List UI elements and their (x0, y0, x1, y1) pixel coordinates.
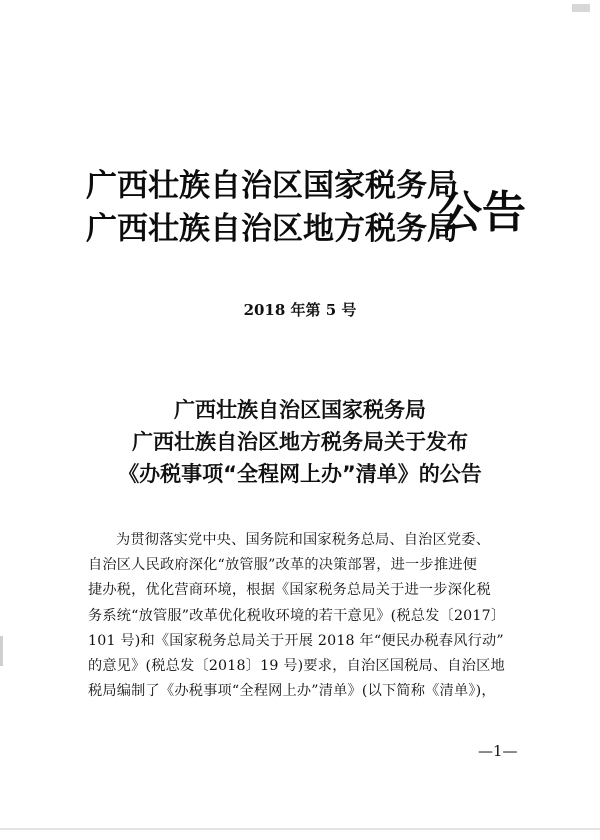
body-line: 税局编制了《办税事项“全程网上办”清单》(以下简称《清单》)， (88, 683, 496, 700)
scan-artifact (0, 636, 3, 666)
page-number: —1— (478, 742, 518, 760)
scan-artifact (572, 4, 590, 12)
body-line: 捷办税，优化营商环境，根据《国家税务总局关于进一步深化税 (88, 582, 491, 599)
scan-artifact (0, 828, 600, 830)
body-line: 自治区人民政府深化“放管服”改革的决策部署，进一步推进便 (88, 557, 477, 574)
body-line: 101 号)和《国家税务总局关于开展 2018 年“便民办税春风行动” (88, 632, 504, 649)
body-line: 的意见》(税总发〔2018〕19 号)要求，自治区国税局、自治区地 (88, 657, 505, 674)
announcement-label: 公告 (438, 187, 526, 238)
title-line-2: 广西壮族自治区地方税务局关于发布 (132, 430, 468, 454)
document-number: 2018 年第 5 号 (243, 301, 357, 319)
document-title (0, 394, 600, 490)
issuer-header (86, 154, 546, 254)
title-line-1: 广西壮族自治区国家税务局 (174, 398, 426, 422)
issuer-name-local-tax: 广西壮族自治区地方税务局 (86, 211, 458, 247)
title-line-3: 《办税事项“全程网上办”清单》的公告 (118, 462, 482, 486)
body-line: 为贯彻落实党中央、国务院和国家税务总局、自治区党委、 (116, 532, 491, 548)
body-paragraph (88, 528, 538, 704)
body-line: 务系统“放管服”改革优化税收环境的若干意见》(税总发〔2017〕 (88, 607, 506, 624)
issuer-name-state-tax: 广西壮族自治区国家税务局 (86, 168, 458, 204)
